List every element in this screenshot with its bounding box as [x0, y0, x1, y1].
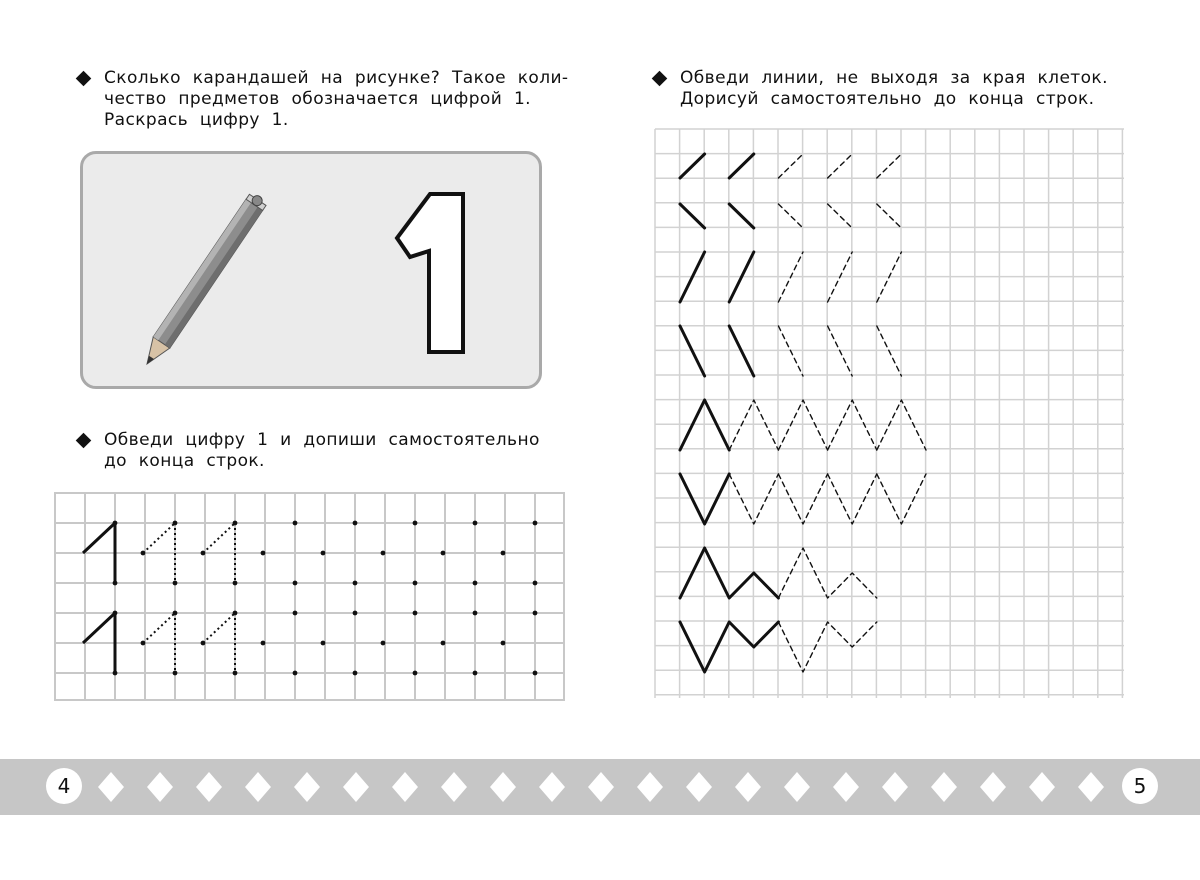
diamond-icon: [196, 772, 222, 802]
task-text-line: Сколько карандашей на рисунке? Такое коли-: [104, 68, 569, 88]
task-text-line: Обведи цифру 1 и допиши самостоятельно: [104, 430, 540, 450]
guide-dot: [233, 671, 238, 676]
guide-dot: [353, 581, 358, 586]
digit-one-trace: [203, 523, 235, 553]
grid-border: [55, 493, 564, 700]
guide-dot: [321, 551, 326, 556]
guide-dot: [293, 671, 298, 676]
guide-dot: [533, 611, 538, 616]
diamond-bullet-icon: [652, 71, 668, 87]
guide-dot: [261, 641, 266, 646]
guide-dot: [473, 671, 478, 676]
diamond-icon: [882, 772, 908, 802]
guide-dot: [473, 521, 478, 526]
diamond-icon: [490, 772, 516, 802]
diamond-icon: [245, 772, 271, 802]
tracing-line: [680, 154, 705, 178]
guide-dot: [173, 521, 178, 526]
tracing-line: [828, 204, 853, 228]
pencil-digit-panel: [80, 151, 542, 389]
guide-dot: [533, 671, 538, 676]
tracing-line: [828, 154, 853, 178]
guide-dot: [113, 671, 118, 676]
guide-dot: [441, 641, 446, 646]
diamond-icon: [1078, 772, 1104, 802]
diamond-icon: [637, 772, 663, 802]
digit-one-stroke: [83, 613, 115, 643]
tracing-line: [729, 204, 754, 228]
task-text-line: Дорисуй самостоятельно до конца строк.: [680, 89, 1095, 109]
guide-dot: [413, 521, 418, 526]
diamond-icon: [931, 772, 957, 802]
tracing-line: [877, 154, 902, 178]
task-trace-lines: [680, 68, 1108, 110]
guide-dot: [293, 611, 298, 616]
guide-dot: [173, 581, 178, 586]
diamond-bullet-icon: [76, 433, 92, 449]
guide-dot: [113, 521, 118, 526]
digit-writing-grid[interactable]: [54, 492, 566, 702]
guide-dot: [141, 551, 146, 556]
tracing-line: [778, 204, 803, 228]
diamond-icon: [833, 772, 859, 802]
guide-dot: [201, 551, 206, 556]
guide-dot: [353, 671, 358, 676]
guide-dot: [353, 611, 358, 616]
footer-diamond-row: [0, 759, 1200, 815]
guide-dot: [533, 521, 538, 526]
diamond-icon: [686, 772, 712, 802]
tracing-line: [877, 204, 902, 228]
guide-dot: [381, 641, 386, 646]
digit-one-trace: [143, 523, 175, 553]
diamond-icon: [343, 772, 369, 802]
guide-dot: [173, 611, 178, 616]
tracing-line: [680, 204, 705, 228]
guide-dot: [381, 551, 386, 556]
digit-one-outline: [83, 154, 539, 386]
diamond-icon: [392, 772, 418, 802]
diamond-icon: [588, 772, 614, 802]
guide-dot: [413, 581, 418, 586]
digit-one-trace: [143, 613, 175, 643]
guide-dot: [173, 671, 178, 676]
diamond-icon: [980, 772, 1006, 802]
guide-dot: [321, 641, 326, 646]
task-text-line: Раскрась цифру 1.: [104, 110, 289, 130]
digit-one-trace: [203, 613, 235, 643]
diamond-icon: [735, 772, 761, 802]
tracing-line: [729, 154, 754, 178]
page-number-left: 4: [46, 768, 82, 804]
guide-dot: [233, 611, 238, 616]
guide-dot: [233, 581, 238, 586]
diamond-icon: [441, 772, 467, 802]
page-number-right: 5: [1122, 768, 1158, 804]
task-text-line: чество предметов обозначается цифрой 1.: [104, 89, 531, 109]
guide-dot: [441, 551, 446, 556]
guide-dot: [113, 611, 118, 616]
guide-dot: [501, 641, 506, 646]
guide-dot: [501, 551, 506, 556]
guide-dot: [141, 641, 146, 646]
task-count-pencils: [104, 68, 568, 131]
guide-dot: [473, 611, 478, 616]
guide-dot: [353, 521, 358, 526]
diamond-icon: [294, 772, 320, 802]
diamond-icon: [98, 772, 124, 802]
guide-dot: [533, 581, 538, 586]
guide-dot: [201, 641, 206, 646]
guide-dot: [233, 521, 238, 526]
diamond-icon: [1029, 772, 1055, 802]
guide-dot: [261, 551, 266, 556]
guide-dot: [413, 611, 418, 616]
diamond-icon: [784, 772, 810, 802]
footer-band: [0, 759, 1200, 815]
guide-dot: [113, 581, 118, 586]
diamond-icon: [147, 772, 173, 802]
task-trace-digit: [104, 430, 540, 472]
guide-dot: [293, 521, 298, 526]
guide-dot: [473, 581, 478, 586]
guide-dot: [413, 671, 418, 676]
digit-one-stroke: [83, 523, 115, 553]
diamond-icon: [539, 772, 565, 802]
diamond-bullet-icon: [76, 71, 92, 87]
line-tracing-grid[interactable]: [654, 128, 1126, 700]
task-text-line: Обведи линии, не выходя за края клеток.: [680, 68, 1108, 88]
task-text-line: до конца строк.: [104, 451, 265, 471]
tracing-line: [778, 154, 803, 178]
guide-dot: [293, 581, 298, 586]
